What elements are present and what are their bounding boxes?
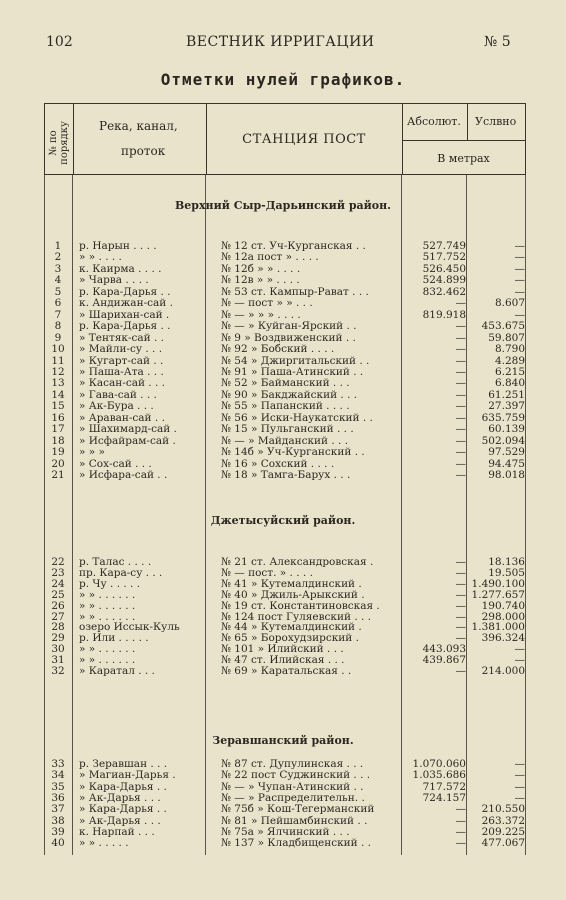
table-row [0,816,566,827]
table-row [0,459,566,470]
table-row [0,275,566,286]
absolute-elevation: 443.093 [422,643,466,656]
river-name: » » . . . . . . [79,654,136,667]
row-number: 12 [51,365,65,378]
absolute-elevation: — [455,814,466,827]
conditional-elevation: — [514,251,525,264]
table-row [0,770,566,781]
absolute-elevation: — [455,354,466,367]
station-name: № 9 » Воздвиженский . . [221,331,356,344]
row-number: 21 [51,469,65,481]
header-col-number: № по порядку [45,104,74,174]
table-row [0,264,566,275]
station-name: № 55 » Папанский . . . . [221,400,350,413]
station-name: № 75а » Ялчинский . . . [221,825,350,838]
station-name: № 137 » Кладбищенский . . [221,837,372,850]
river-name: р. Кара-Дарья . . [79,285,171,298]
station-name: № — » Чупан-Атинский . . [221,780,364,793]
river-name: » » . . . . . . [79,610,136,623]
conditional-elevation: 4.289 [494,354,525,367]
river-name: р. Чу . . . . . [79,577,141,590]
station-name: № 40 » Джиль-Арыкский . [221,588,365,601]
conditional-elevation: — [514,769,525,782]
row-number: 1 [54,240,62,252]
absolute-elevation: — [455,599,466,612]
conditional-elevation: 27.397 [488,400,525,413]
conditional-elevation: 97.529 [488,446,525,459]
header-col-conditional: Услвно [467,104,525,141]
station-name: № 12в » » . . . . [221,274,300,287]
river-name: » Касан-сай . . . [79,377,165,390]
conditional-elevation: 18.136 [488,556,525,568]
conditional-elevation: — [514,285,525,298]
conditional-elevation: 8.790 [494,343,525,356]
conditional-elevation: 61.251 [488,388,525,401]
river-name: р. Кара-Дарья . . [79,320,171,333]
absolute-elevation: 524.899 [422,274,466,287]
absolute-elevation: — [455,837,466,850]
table-row [0,333,566,344]
station-name: № 101 » Илийский . . . [221,643,344,656]
conditional-elevation: 1.490.100 [471,577,525,590]
conditional-elevation: 502.094 [481,434,525,447]
row-number: 6 [54,297,62,310]
table-row [0,436,566,447]
row-number: 39 [51,825,65,838]
station-name: № 52 » Байманский . . . [221,377,350,390]
header-units: В метрах [437,152,490,165]
conditional-elevation: 209.225 [481,825,525,838]
river-name: » Паша-Ата . . . [79,365,164,378]
absolute-elevation: — [455,400,466,413]
conditional-elevation: — [514,791,525,804]
conditional-elevation: 94.475 [488,457,525,470]
row-number: 25 [51,588,65,601]
absolute-elevation: 1.035.686 [412,769,466,782]
table-row [0,241,566,252]
river-name: » » » [79,446,105,459]
river-name: » Сох-сай . . . [79,457,152,470]
absolute-elevation: — [455,388,466,401]
station-name: № 18 » Тамга-Барух . . . [221,469,351,481]
river-name: » Шарихан-сай . [79,308,170,321]
river-name: » Ак-Бура . . . [79,400,154,413]
conditional-elevation: 59.807 [488,331,525,344]
absolute-elevation: — [455,588,466,601]
absolute-elevation: 1.070.060 [412,758,466,770]
river-name: » Араван-сай . . [79,411,165,424]
river-name: » Каратал . . . [79,665,155,677]
absolute-elevation: — [455,577,466,590]
row-number: 37 [51,803,65,816]
row-number: 5 [54,285,62,298]
row-number: 33 [51,758,65,770]
station-name: № 16 » Сохский . . . . [221,457,335,470]
absolute-elevation: — [455,320,466,333]
table-row [0,378,566,389]
table-row [0,298,566,309]
conditional-elevation: 214.000 [481,665,525,677]
river-name: » Исфайрам-сай . [79,434,176,447]
river-name: » Чарва . . . . [79,274,149,287]
absolute-elevation: — [455,423,466,436]
absolute-elevation: — [455,446,466,459]
conditional-elevation: — [514,240,525,252]
page-title: Отметки нулей графиков. [160,70,406,89]
row-number: 8 [54,320,62,333]
station-name: № 47 ст. Илийская . . . [221,654,345,667]
table-row [0,447,566,458]
absolute-elevation: — [455,434,466,447]
absolute-elevation: 724.157 [422,791,466,804]
row-number: 27 [51,610,65,623]
row-number: 26 [51,599,65,612]
table-row [0,321,566,332]
station-name: № 14б » Уч-Курганский . . [221,446,365,459]
absolute-elevation: 526.450 [422,262,466,275]
issue-number: № 5 [484,34,511,50]
river-name: р. Или . . . . . [79,632,149,645]
table-row [0,344,566,355]
river-name: к. Нарпай . . . [79,825,155,838]
absolute-elevation: — [455,457,466,470]
river-name: » Кара-Дарья . . [79,780,167,793]
absolute-elevation: — [455,297,466,310]
row-number: 9 [54,331,62,344]
station-name: № — пост. » . . . . [221,566,313,579]
table-row [0,356,566,367]
absolute-elevation: 832.462 [422,285,466,298]
absolute-elevation: — [455,566,466,579]
table-row [0,401,566,412]
river-name: » » . . . . . . [79,588,136,601]
running-header [0,34,566,54]
conditional-elevation: 477.067 [481,837,525,850]
station-name: № 12а пост » . . . . [221,251,319,264]
row-number: 38 [51,814,65,827]
row-number: 14 [51,388,65,401]
absolute-elevation: — [455,469,466,481]
header-col-station: СТАНЦИЯ ПОСТ [206,104,403,174]
conditional-elevation: — [514,780,525,793]
table-row [0,601,566,612]
row-number: 35 [51,780,65,793]
river-name: » Майли-су . . . [79,343,163,356]
conditional-elevation: 60.139 [488,423,525,436]
river-name: » Магиан-Дарья . [79,769,176,782]
absolute-elevation: — [455,632,466,645]
station-name: № 44 » Кутемалдинский . [221,621,362,634]
conditional-elevation: 263.372 [481,814,525,827]
conditional-elevation: 1.277.657 [471,588,525,601]
row-number: 15 [51,400,65,413]
river-name: р. Зеравшан . . . [79,758,168,770]
row-number: 28 [51,621,65,634]
section-title: Джетысуйский район. [210,514,356,527]
absolute-elevation: 527.749 [422,240,466,252]
station-name: № — » Куйган-Ярский . . [221,320,357,333]
river-name: » » . . . . . . [79,599,136,612]
conditional-elevation: 8.607 [494,297,525,310]
station-name: № 41 » Кутемалдинский . [221,577,362,590]
row-number: 18 [51,434,65,447]
river-name: » Шахимард-сай . [79,423,177,436]
river-name: к. Андижан-сай . [79,297,173,310]
table-row [0,390,566,401]
absolute-elevation: 717.572 [422,780,466,793]
row-number: 4 [54,274,62,287]
row-number: 7 [54,308,62,321]
row-number: 32 [51,665,65,677]
conditional-elevation: 453.675 [481,320,525,333]
row-number: 24 [51,577,65,590]
header-col-absolute: Абсолют. [402,104,468,141]
station-name: № 87 ст. Дупулинская . . . [221,758,364,770]
station-name: № 19 ст. Константиновская . [221,599,380,612]
absolute-elevation: — [455,665,466,677]
river-name: » Гава-сай . . . [79,388,157,401]
row-number: 17 [51,423,65,436]
table-row [0,287,566,298]
river-name: » Тентяк-сай . . [79,331,165,344]
station-name: № 22 пост Суджинский . . . [221,769,371,782]
absolute-elevation: — [455,803,466,816]
row-number: 22 [51,556,65,568]
station-name: № 75б » Кош-Тегерманский [221,803,375,816]
conditional-elevation: — [514,308,525,321]
station-name: № 56 » Иски-Наукатский . . [221,411,373,424]
absolute-elevation: — [455,825,466,838]
absolute-elevation: — [455,365,466,378]
station-name: № 21 ст. Александровская . [221,556,374,568]
row-number: 16 [51,411,65,424]
river-name: р. Нарын . . . . [79,240,157,252]
river-name: р. Талас . . . . [79,556,152,568]
station-name: № 81 » Пейшамбинский . . [221,814,368,827]
station-name: № — » Распределительн. . [221,791,365,804]
river-name: » Кугарт-сай . . [79,354,164,367]
river-name: к. Каирма . . . . [79,262,162,275]
station-name: № — » » » . . . . [221,308,301,321]
conditional-elevation: — [514,262,525,275]
row-number: 40 [51,837,65,850]
row-number: 11 [51,354,65,367]
conditional-elevation: 396.324 [481,632,525,645]
table-row [0,782,566,793]
conditional-elevation: 98.018 [488,469,525,481]
row-number: 30 [51,643,65,656]
station-name: № — » Майданский . . . [221,434,349,447]
absolute-elevation: — [455,621,466,634]
table-row [0,413,566,424]
absolute-elevation: — [455,556,466,568]
row-number: 36 [51,791,65,804]
conditional-elevation: 19.505 [488,566,525,579]
row-number: 3 [54,262,62,275]
river-name: » » . . . . [79,251,122,264]
station-name: № 53 ст. Кампыр-Рават . . . [221,285,369,298]
conditional-elevation: 635.759 [481,411,525,424]
table-row [0,367,566,378]
section-title: Зеравшанский район. [212,734,354,747]
conditional-elevation: 190.740 [481,599,525,612]
station-name: № 12б » » . . . . [221,262,301,275]
table-row [0,666,566,677]
station-name: № 124 пост Гуляевский . . . [221,610,372,623]
section-title: Верхний Сыр-Дарьинский район. [174,199,392,212]
row-number: 34 [51,769,65,782]
row-number: 10 [51,343,65,356]
table-row [0,424,566,435]
conditional-elevation: — [514,654,525,667]
row-number: 29 [51,632,65,645]
station-name: № — пост » » . . . [221,297,313,310]
river-name: » Ак-Дарья . . . [79,814,161,827]
station-name: № 90 » Бакджайский . . . [221,388,358,401]
river-name: пр. Кара-су . . . [79,566,163,579]
absolute-elevation: — [455,411,466,424]
station-name: № 69 » Каратальская . . [221,665,352,677]
station-name: № 54 » Джиргитальский . . [221,354,370,367]
header-col-river: Река, канал, проток [73,104,207,174]
station-name: № 65 » Борохудзирский . [221,632,359,645]
river-name: озеро Иссык-Куль [79,621,180,634]
absolute-elevation: — [455,377,466,390]
table-row [0,804,566,815]
conditional-elevation: 298.000 [481,610,525,623]
absolute-elevation: 439.867 [422,654,466,667]
station-name: № 12 ст. Уч-Курганская . . [221,240,366,252]
river-name: » Исфара-сай . . [79,469,168,481]
absolute-elevation: 819.918 [422,308,466,321]
row-number: 20 [51,457,65,470]
conditional-elevation: — [514,274,525,287]
river-name: » Ак-Дарья . . . [79,791,161,804]
row-number: 13 [51,377,65,390]
station-name: № 92 » Бобский . . . . [221,343,335,356]
conditional-elevation: — [514,643,525,656]
row-number: 2 [54,251,62,264]
table-row [0,310,566,321]
river-name: » Кара-Дарья . . [79,803,167,816]
station-name: № 15 » Пульганский . . . [221,423,354,436]
conditional-elevation: 6.215 [494,365,525,378]
table-row [0,252,566,263]
river-name: » » . . . . . [79,837,129,850]
conditional-elevation: — [514,758,525,770]
conditional-elevation: 6.840 [494,377,525,390]
page-number: 102 [46,34,73,50]
conditional-elevation: 210.550 [481,803,525,816]
absolute-elevation: — [455,331,466,344]
table-row [0,838,566,849]
absolute-elevation: — [455,343,466,356]
row-number: 31 [51,654,65,667]
absolute-elevation: 517.752 [422,251,466,264]
table-row [0,470,566,481]
station-name: № 91 » Паша-Атинский . . [221,365,364,378]
conditional-elevation: 1.381.000 [471,621,525,634]
row-number: 23 [51,566,65,579]
table-header [44,103,526,175]
journal-title: ВЕСТНИК ИРРИГАЦИИ [186,34,375,50]
absolute-elevation: — [455,610,466,623]
river-name: » » . . . . . . [79,643,136,656]
row-number: 19 [51,446,65,459]
